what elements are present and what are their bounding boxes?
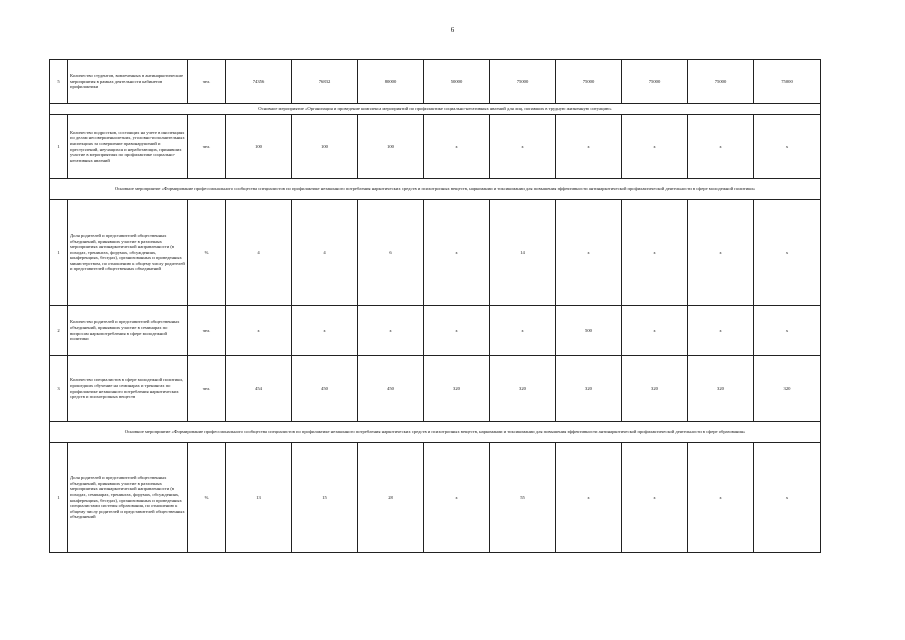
value-cell: 6 [358, 200, 424, 306]
value-cell: 74356 [226, 60, 292, 104]
table-row [50, 356, 821, 422]
value-cell: 4 [292, 200, 358, 306]
value-cell: x [292, 306, 358, 356]
value-cell: x [490, 115, 556, 179]
value-cell: 100 [226, 115, 292, 179]
value-cell: 75000 [754, 60, 821, 104]
unit-cell: чел. [188, 356, 226, 422]
row-number: 2 [50, 306, 68, 356]
value-cell: 450 [292, 356, 358, 422]
value-cell: 14 [490, 200, 556, 306]
value-cell: x [424, 443, 490, 553]
value-cell: x [688, 200, 754, 306]
value-cell: x [424, 115, 490, 179]
section-title: Основное мероприятие «Формирование профессионального сообщества специалистов по профилактике незаконного потребления наркотических средств и психотропных веществ, наркомании и токсикомании для повышения эффективности антинаркотической профилактической деятельности в сфере образования» [50, 422, 821, 443]
section-row [50, 179, 821, 200]
table-row [50, 200, 821, 306]
value-cell: x [688, 443, 754, 553]
unit-cell: чел. [188, 115, 226, 179]
row-number: 1 [50, 443, 68, 553]
value-cell: 320 [754, 356, 821, 422]
section-row [50, 422, 821, 443]
value-cell: 100 [292, 115, 358, 179]
indicators-table [49, 59, 821, 553]
value-cell: x [424, 200, 490, 306]
value-cell: x [226, 306, 292, 356]
value-cell: 50000 [424, 60, 490, 104]
value-cell: x [556, 115, 622, 179]
indicator-name: Доля родителей и представителей общественных объединений, принявших участие в различных мероприятиях антинаркотической направленности (в походах, тренингах, форумах, обсуждениях, конференциях, беседах), организованных и проведенных министерством, по отношению к общему числу родителей и представителей общественных объединений [68, 200, 188, 306]
value-cell: 75000 [622, 60, 688, 104]
value-cell: 320 [688, 356, 754, 422]
value-cell: 450 [358, 356, 424, 422]
row-number: 1 [50, 200, 68, 306]
value-cell: 100 [358, 115, 424, 179]
row-number: 5 [50, 60, 68, 104]
indicator-name: Доля родителей и представителей общественных объединений, принявших участие в различных мероприятиях антинаркотической направленности (в походах, семинарах, тренингах, форумах, обсуждениях, конференциях, беседах), организованных и проведенных специалистами системы образования, по отношению к общему числу родителей и представителей общественных объединений [68, 443, 188, 553]
row-number: 1 [50, 115, 68, 179]
value-cell: x [688, 115, 754, 179]
value-cell: x [754, 115, 821, 179]
value-cell: x [622, 115, 688, 179]
value-cell: 28 [358, 443, 424, 553]
value-cell: 55 [490, 443, 556, 553]
unit-cell: % [188, 443, 226, 553]
page-number: 6 [450, 26, 455, 34]
value-cell: 454 [226, 356, 292, 422]
value-cell: 75000 [490, 60, 556, 104]
value-cell: 4 [226, 200, 292, 306]
value-cell: 76832 [292, 60, 358, 104]
value-cell: x [358, 306, 424, 356]
table-row [50, 443, 821, 553]
value-cell: 500 [556, 306, 622, 356]
value-cell: x [622, 306, 688, 356]
section-title: Основное мероприятие «Формирование профессионального сообщества специалистов по профилактике незаконного потребления наркотических средств и психотропных веществ, наркомании и токсикомании для повышения эффективности антинаркотической профилактической деятельности в сфере молодежной политики» [50, 179, 821, 200]
value-cell: x [490, 306, 556, 356]
value-cell: x [556, 443, 622, 553]
unit-cell: чел. [188, 60, 226, 104]
value-cell: 320 [424, 356, 490, 422]
value-cell: 320 [490, 356, 556, 422]
indicator-name: Количество родителей и представителей общественных объединений, принявших участие в семинарах по вопросам наркопотребления в сфере молодежной политики [68, 306, 188, 356]
indicator-name: Количество подростков, состоящих на учете в инспекциях по делам несовершеннолетних, уголовно-исполнительных инспекциях за совершение правонарушений и преступлений, неучащихся и неработающих, принявших участие в мероприятиях по профилактике социально-негативных явлений [68, 115, 188, 179]
table-row [50, 306, 821, 356]
value-cell: 75000 [688, 60, 754, 104]
value-cell: 320 [622, 356, 688, 422]
value-cell: x [622, 200, 688, 306]
value-cell: x [556, 200, 622, 306]
value-cell: x [754, 306, 821, 356]
value-cell: 80000 [358, 60, 424, 104]
unit-cell: % [188, 200, 226, 306]
indicator-name: Количество студентов, вовлеченных в антинаркотические мероприятия в рамках деятельности кабинетов профилактики [68, 60, 188, 104]
section-row [50, 104, 821, 115]
value-cell: 13 [226, 443, 292, 553]
row-number: 3 [50, 356, 68, 422]
unit-cell: чел. [188, 306, 226, 356]
value-cell: 320 [556, 356, 622, 422]
value-cell: x [424, 306, 490, 356]
table-row [50, 115, 821, 179]
value-cell: x [754, 443, 821, 553]
value-cell: 15 [292, 443, 358, 553]
value-cell: x [754, 200, 821, 306]
value-cell: x [688, 306, 754, 356]
section-title: Основное мероприятие «Организация и проведение комплекса мероприятий по профилактике социально-негативных явлений для лиц, попавших в трудную жизненную ситуацию» [50, 104, 821, 115]
indicator-name: Количество специалистов в сфере молодежной политики, прошедших обучение на семинарах и тренингах по профилактике незаконного потребления наркотических средств и психотропных веществ [68, 356, 188, 422]
table-row [50, 60, 821, 104]
value-cell: 75000 [556, 60, 622, 104]
value-cell: x [622, 443, 688, 553]
